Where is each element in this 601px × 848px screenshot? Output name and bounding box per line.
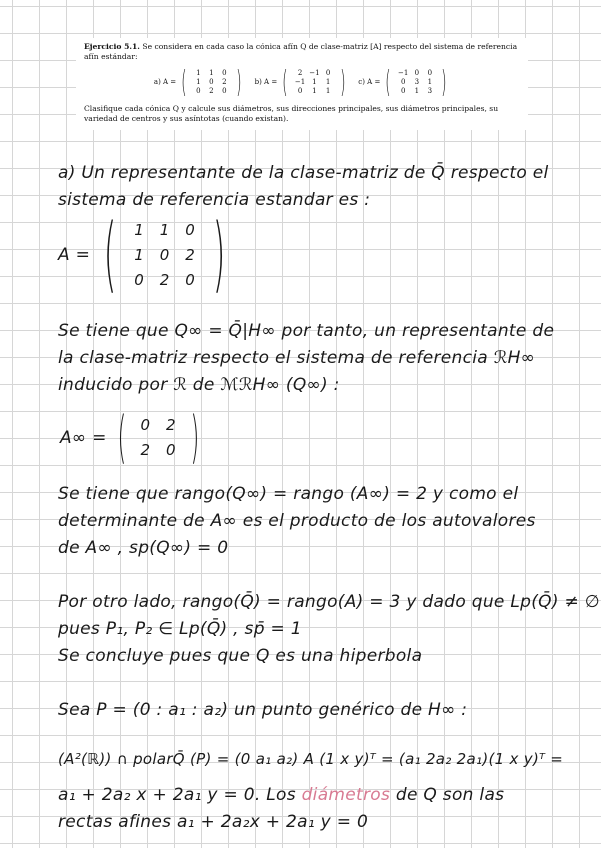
matrix-b: b) A = ( 2 −1 0 −1 1 1 0 1 1 ) [254, 64, 346, 100]
exercise-matrices [84, 64, 520, 100]
exercise-closing: Clasifique cada cónica Q y calcule sus diámetros, sus direcciones principales, sus diámetros principales, su variedad de centros y sus asíntotas (cuando existan). [84, 103, 499, 123]
matrix-b-label: b) A = [254, 77, 278, 86]
matrix-a-table: 1 1 0 1 0 2 0 2 0 [196, 69, 227, 95]
note-line-12: Sea P = (0 : a₁ : a₂) un punto genérico de H∞ : [58, 700, 468, 720]
exercise-intro [84, 42, 520, 63]
note-line-14-end: de Q son las [390, 785, 505, 805]
matrix-c: c) A = ( −1 0 0 0 3 1 0 1 3 ) [358, 64, 447, 100]
matrix-c-table: −1 0 0 0 3 1 0 1 3 [398, 69, 433, 95]
matrix-ainf-label: A∞ = [60, 428, 107, 448]
exercise-statement-box [76, 38, 528, 130]
note-line-7: determinante de A∞ es el producto de los autovalores [58, 511, 536, 531]
exercise-statement: Se considera en cada caso la cónica afín Q de clase-matriz [A] respecto del sistema de referencia afín estándar: [84, 42, 518, 62]
note-line-4: la clase-matriz respecto el sistema de referencia ℛH∞ [58, 348, 536, 368]
note-line-3: Se tiene que Q∞ = Q̄|H∞ por tanto, un representante de [58, 321, 555, 341]
matrix-a-label: a) A = [153, 77, 177, 86]
matrix-b-table: 2 −1 0 −1 1 1 0 1 1 [294, 69, 331, 95]
note-line-14 [58, 785, 504, 805]
exercise-label: Ejercicio 5.1. [84, 42, 140, 51]
note-line-14-start: a₁ + 2a₂ x + 2a₁ y = 0. Los [58, 785, 302, 805]
note-line-13: (A²(ℝ)) ∩ polarQ̄ (P) = (0 a₁ a₂) A (1 x y)ᵀ = (a₁ 2a₂ 2a₁)(1 x y)ᵀ = [58, 750, 564, 768]
note-line-5: inducido por ℛ de ℳℛH∞ (Q∞) : [58, 375, 340, 395]
note-line-8: de A∞ , sp(Q∞) = 0 [58, 538, 229, 558]
handwritten-matrix-ainf: A∞ = ( 0 2 2 0 ) [60, 405, 199, 470]
handwritten-matrix-a-table: 1 1 0 1 0 2 0 2 0 [134, 220, 195, 289]
note-line-10: pues P₁, P₂ ∈ Lp(Q̄) , sp̄ = 1 [58, 619, 302, 639]
note-line-9: Por otro lado, rango(Q̄) = rango(A) = 3 y dado que Lp(Q̄) ≠ ∅ [58, 592, 600, 612]
matrix-c-label: c) A = [358, 77, 381, 86]
diametros-highlight: diámetros [301, 785, 391, 805]
matrix-a: a) A = ( 1 1 0 1 0 2 0 2 0 ) [153, 64, 242, 100]
note-line-6: Se tiene que rango(Q∞) = rango (A∞) = 2 y como el [58, 484, 519, 504]
handwritten-matrix-ainf-table: 0 2 2 0 [140, 416, 176, 459]
note-line-15: rectas afines a₁ + 2a₂x + 2a₁ y = 0 [58, 812, 369, 832]
handwritten-matrix-a: A = ( 1 1 0 1 0 2 0 2 0 ) [58, 207, 226, 302]
matrix-a-handwritten-label: A = [58, 245, 91, 265]
note-line-2: sistema de referencia estandar es : [58, 190, 371, 210]
note-line-1: a) Un representante de la clase-matriz de Q̄ respecto el [58, 163, 549, 183]
note-line-11: Se concluye pues que Q es una hiperbola [58, 646, 423, 666]
